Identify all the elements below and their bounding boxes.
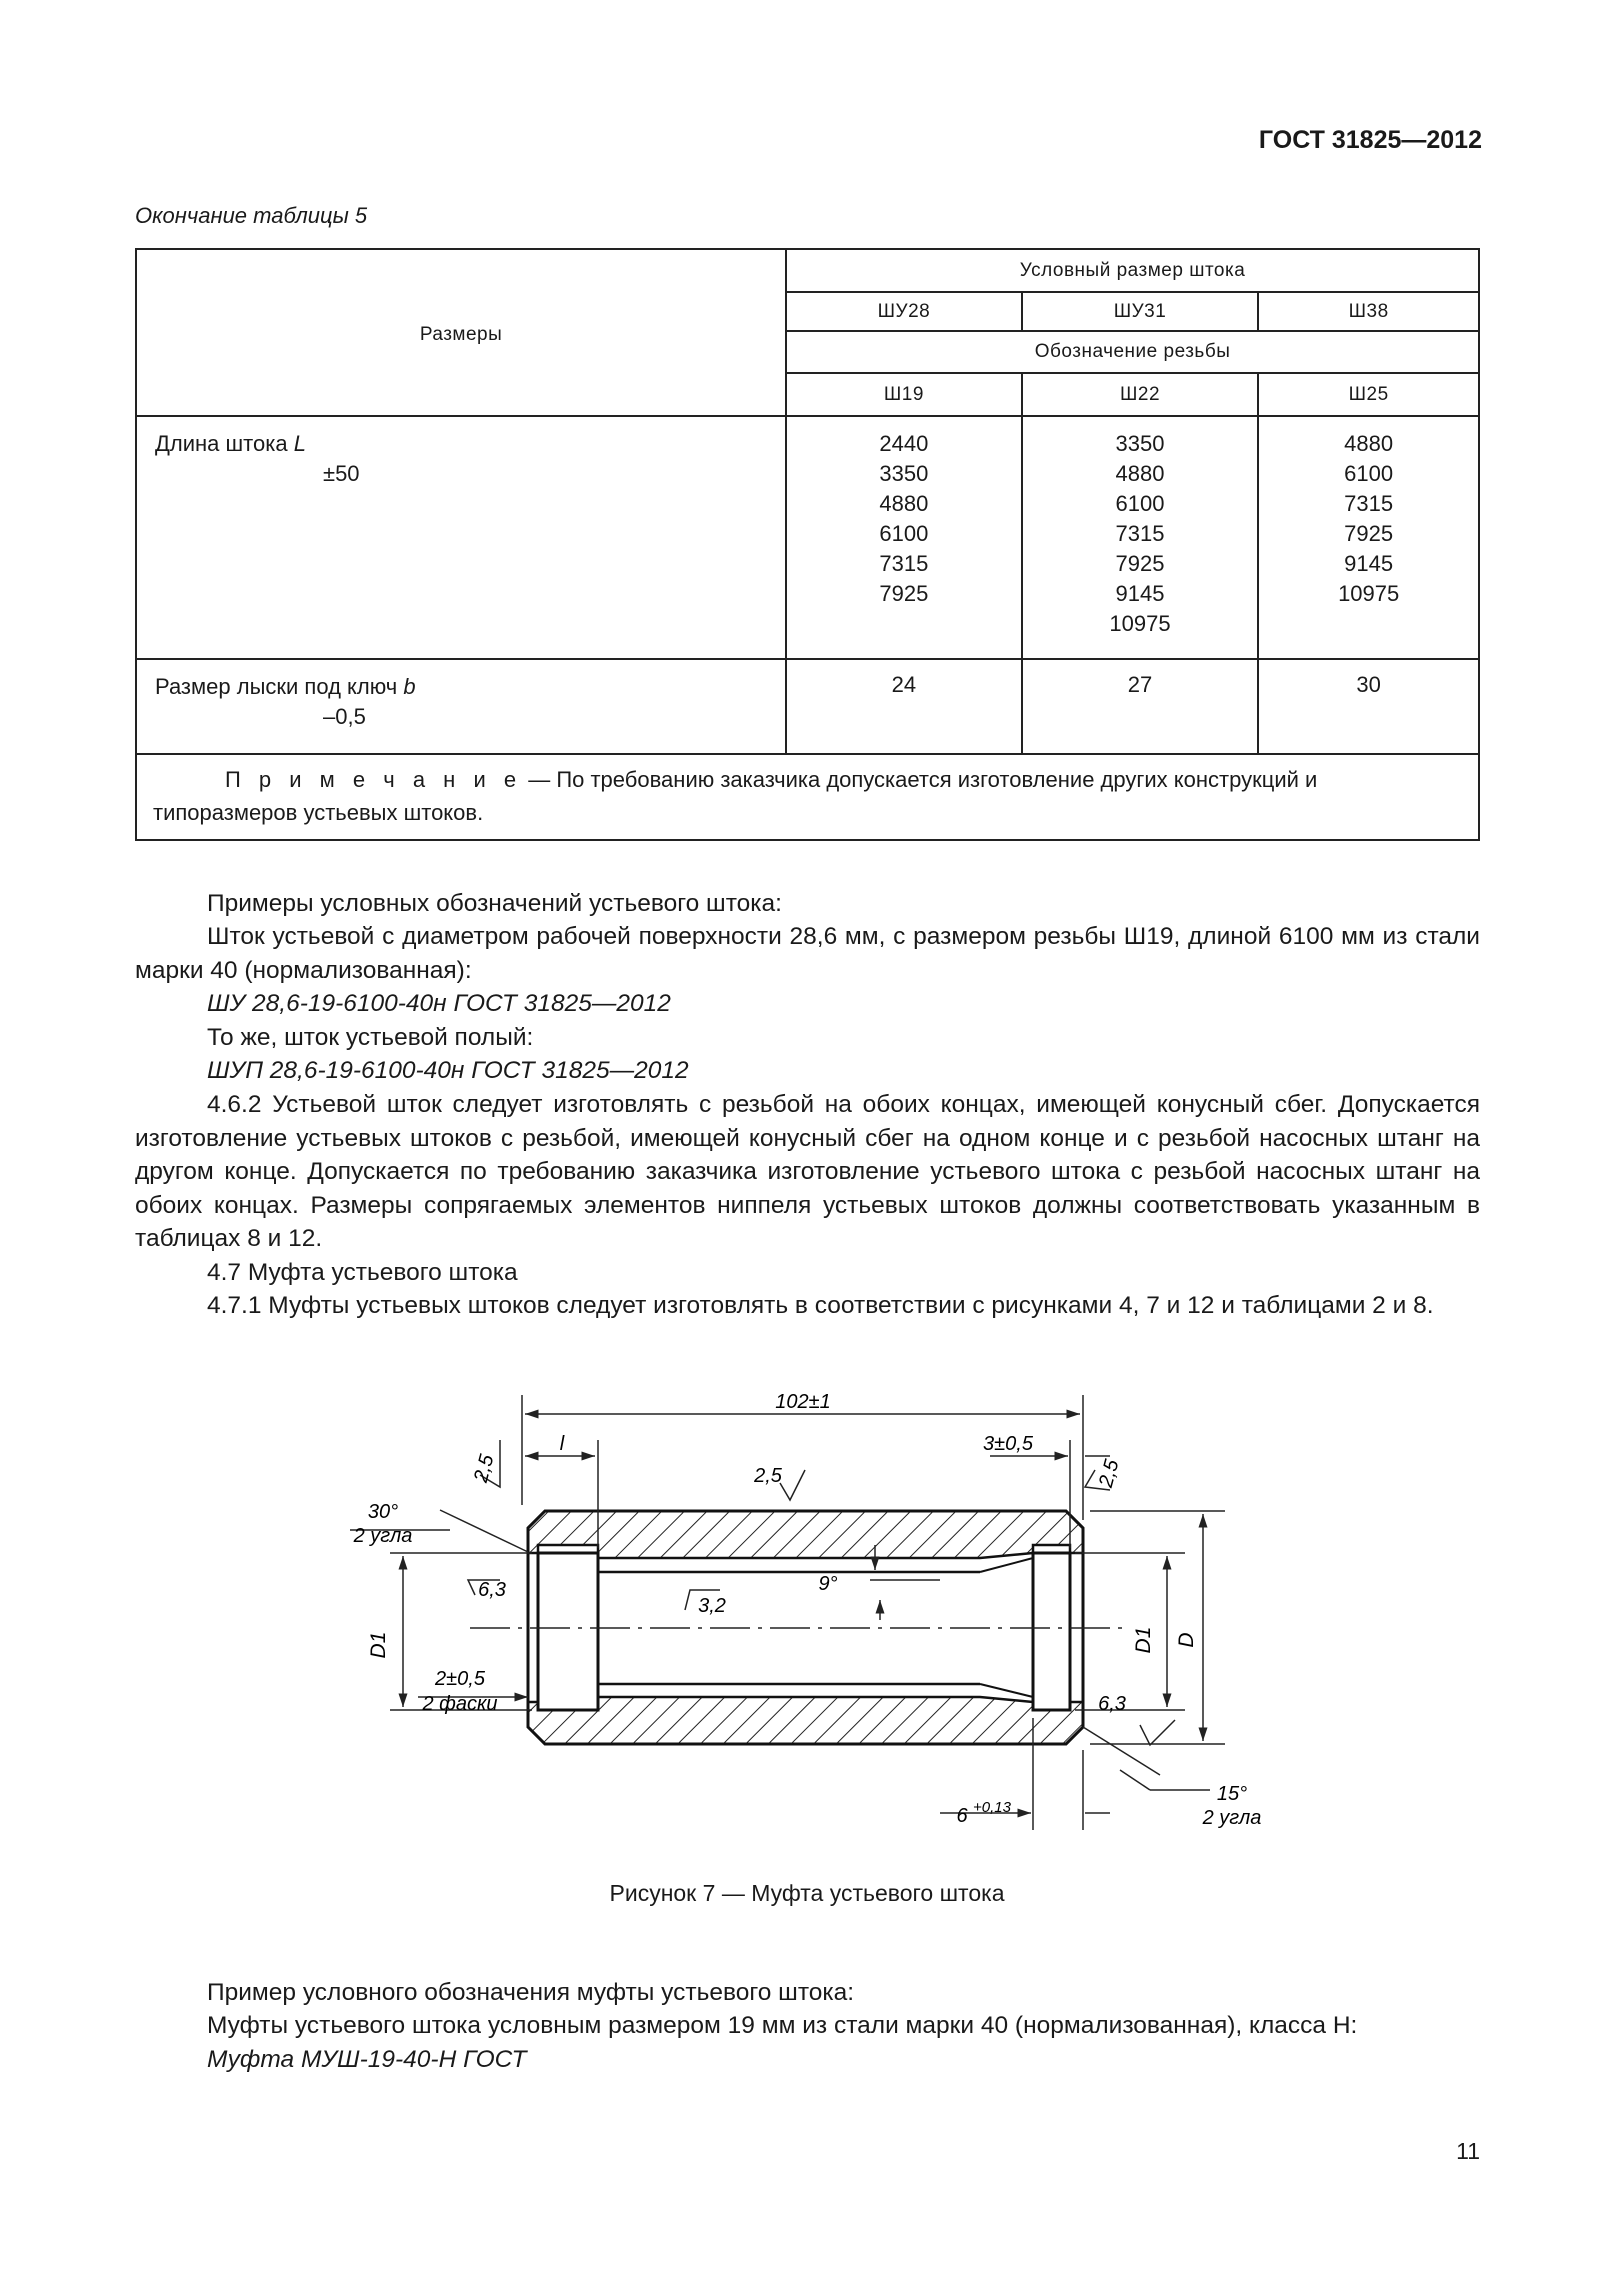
angle-right-count: 2 угла (1202, 1807, 1262, 1829)
paragraph-4-7-1: 4.7.1 Муфты устьевых штоков следует изготовлять в соответствии с рисунками 4, 7 и 12 и таблицами 2 и 8. (207, 1292, 1434, 1319)
dim-d1-right: D1 (1132, 1626, 1155, 1654)
paragraph: Примеры условных обозначений устьевого штока: (207, 890, 782, 917)
designation-example: ШУ 28,6-19-6100-40н ГОСТ 31825—2012 (207, 990, 671, 1017)
dim-l: l (559, 1433, 565, 1455)
thread-col: Ш25 (1258, 373, 1479, 416)
header-sizes: Размеры (136, 249, 786, 416)
flat-value: 30 (1258, 659, 1479, 754)
dim-six: 6 (956, 1805, 968, 1827)
dim-d1-left: D1 (367, 1631, 390, 1659)
thread-col: Ш19 (786, 373, 1022, 416)
chamfer-size: 2±0,5 (435, 1668, 485, 1690)
dim-six-tol: +0,13 (973, 1799, 1011, 1816)
dim-right-end: 3±0,5 (983, 1433, 1033, 1455)
size-col: ШУ28 (786, 292, 1022, 331)
length-values-3: 4880 6100 7315 7925 9145 10975 (1258, 416, 1479, 659)
table-caption: Окончание таблицы 5 (135, 203, 368, 228)
section-heading-4-7: 4.7 Муфта устьевого штока (207, 1259, 518, 1286)
chamfer-count: 2 фаски (422, 1693, 498, 1715)
figure-caption: Рисунок 7 — Муфта устьевого штока (609, 1880, 1005, 1906)
page-number: 11 (1456, 2138, 1480, 2164)
flat-value: 27 (1022, 659, 1259, 754)
paragraph: Пример условного обозначения муфты устьевого штока: (207, 1979, 855, 2006)
header-thread: Обозначение резьбы (786, 331, 1479, 373)
dim-d: D (1175, 1632, 1198, 1648)
header-nominal-size: Условный размер штока (786, 249, 1479, 292)
size-col: ШУ31 (1022, 292, 1259, 331)
standard-number: ГОСТ 31825—2012 (1258, 126, 1482, 154)
designation-example: ШУП 28,6-19-6100-40н ГОСТ 31825—2012 (207, 1057, 689, 1084)
rough-3-2: 3,2 (698, 1595, 726, 1617)
table-note: П р и м е ч а н и е — По требованию заказчика допускается изготовление других конструкций и типоразмеров устьевых штоков. (136, 754, 1479, 840)
rough-right: 2,5 (1094, 1457, 1124, 1490)
paragraph: Муфты устьевого штока условным размером 19 мм из стали марки 40 (нормализованная), класса Н: (207, 2012, 1358, 2039)
angle-left: 30° (367, 1501, 399, 1523)
flat-value: 24 (786, 659, 1022, 754)
length-values-2: 3350 4880 6100 7315 7925 9145 10975 (1022, 416, 1259, 659)
length-values-1: 2440 3350 4880 6100 7315 7925 (786, 416, 1022, 659)
angle-9: 9° (818, 1573, 838, 1595)
designation-example: Муфта МУШ-19-40-Н ГОСТ (207, 2046, 527, 2073)
size-col: Ш38 (1258, 292, 1479, 331)
row-label-flat: Размер лыски под ключ b –0,5 (136, 659, 786, 754)
rough-top: 2,5 (754, 1465, 782, 1487)
rough-left: 2,5 (469, 1452, 499, 1485)
dim-length: 102±1 (775, 1391, 831, 1413)
rough-6-3-right: 6,3 (1098, 1693, 1126, 1715)
paragraph: Шток устьевой с диаметром рабочей поверхности 28,6 мм, с размером резьбы Ш19, длиной 6100 мм из стали марки 40 (нормализованная): (135, 923, 1480, 984)
row-label-length: Длина штока L ±50 (136, 416, 786, 659)
paragraph: То же, шток устьевой полый: (207, 1024, 534, 1051)
rough-6-3-left: 6,3 (478, 1579, 506, 1601)
angle-right: 15° (1216, 1783, 1248, 1805)
angle-left-count: 2 угла (353, 1525, 413, 1547)
thread-col: Ш22 (1022, 373, 1259, 416)
paragraph-4-6-2: 4.6.2 Устьевой шток следует изготовлять с резьбой на обоих концах, имеющей конусный сбег. Допускается изготовление устьевых штоков с резьбой, имеющей конусный сбег на одном конце и с резьбой насосных штанг на другом конце. Допускается по требованию заказчика изготовление устьевого штока с резьбой насосных штанг на обоих концах. Размеры сопрягаемых элементов ниппеля устьевых штоков должны соответствовать указанным в таблицах 8 и 12. (135, 1091, 1480, 1252)
